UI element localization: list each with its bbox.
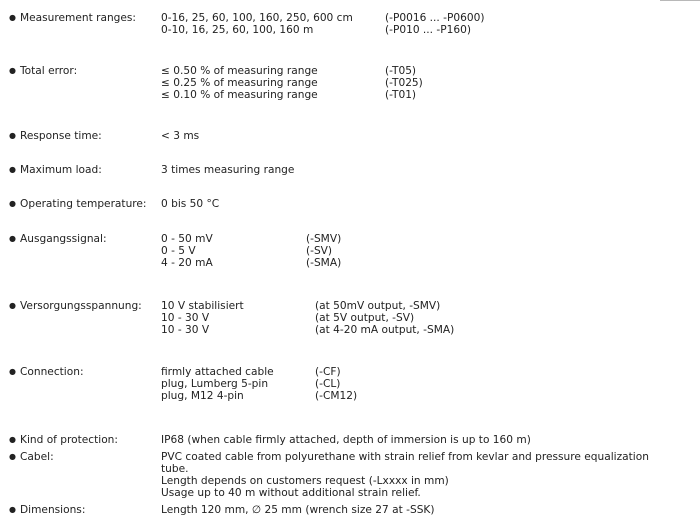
spec-label: Versorgungsspannung:	[20, 300, 142, 312]
spec-code: (-CF)	[315, 366, 341, 378]
spec-code: (-CL)	[315, 378, 341, 390]
spec-code: (-P0016 ... -P0600)	[385, 12, 485, 24]
spec-label: Response time:	[20, 130, 102, 142]
bullet-icon: ●	[9, 435, 16, 444]
bullet-icon: ●	[9, 66, 16, 75]
spec-value: PVC coated cable from polyurethane with strain relief from kevlar and pressure equalization	[161, 451, 649, 463]
bullet-icon: ●	[9, 452, 16, 461]
spec-value: 3 times measuring range	[161, 164, 295, 176]
spec-values	[161, 65, 423, 101]
spec-code: (-SMA)	[306, 257, 342, 269]
spec-value: ≤ 0.50 % of measuring range	[161, 65, 318, 77]
spec-label: Kind of protection:	[20, 434, 118, 446]
spec-label: Operating temperature:	[20, 198, 147, 210]
spec-value: 10 - 30 V	[161, 312, 210, 324]
spec-code: (at 5V output, -SV)	[315, 312, 415, 324]
bullet-icon: ●	[9, 367, 16, 376]
bullet-icon: ●	[9, 505, 16, 514]
bullet-icon: ●	[9, 165, 16, 174]
spec-label: Ausgangssignal:	[20, 233, 107, 245]
spec-value: plug, Lumberg 5-pin	[161, 378, 269, 390]
spec-value: firmly attached cable	[161, 366, 274, 378]
spec-value: Length 120 mm, ∅ 25 mm (wrench size 27 at -SSK)	[161, 504, 435, 516]
spec-label: Dimensions:	[20, 504, 86, 516]
spec-value: tube.	[161, 463, 189, 475]
spec-code: (-CM12)	[315, 390, 358, 402]
spec-value: plug, M12 4-pin	[161, 390, 244, 402]
spec-value: ≤ 0.25 % of measuring range	[161, 77, 318, 89]
spec-label: Cabel:	[20, 451, 54, 463]
spec-label: Measurement ranges:	[20, 12, 136, 24]
spec-code: (at 50mV output, -SMV)	[315, 300, 441, 312]
spec-code: (-T05)	[385, 65, 417, 77]
spec-value: 0 - 5 V	[161, 245, 196, 257]
spec-values	[161, 300, 455, 336]
spec-value: 0 bis 50 °C	[161, 198, 220, 210]
spec-code: (at 4-20 mA output, -SMA)	[315, 324, 455, 336]
spec-value: 10 - 30 V	[161, 324, 210, 336]
spec-value: Length depends on customers request (-Lxxxx in mm)	[161, 475, 449, 487]
spec-code: (-SV)	[306, 245, 333, 257]
spec-value: 0-16, 25, 60, 100, 160, 250, 600 cm	[161, 12, 353, 24]
bullet-icon: ●	[9, 13, 16, 22]
spec-values	[161, 366, 358, 402]
spec-value: 0 - 50 mV	[161, 233, 213, 245]
spec-value: IP68 (when cable firmly attached, depth of immersion is up to 160 m)	[161, 434, 531, 446]
spec-values	[161, 233, 342, 269]
spec-value: 4 - 20 mA	[161, 257, 213, 269]
bullet-icon: ●	[9, 234, 16, 243]
bullet-icon: ●	[9, 301, 16, 310]
spec-values	[161, 451, 649, 499]
bullet-icon: ●	[9, 131, 16, 140]
spec-code: (-T01)	[385, 89, 417, 101]
spec-value: Usage up to 40 m without additional strain relief.	[161, 487, 421, 499]
spec-value: 0-10, 16, 25, 60, 100, 160 m	[161, 24, 314, 36]
spec-code: (-T025)	[385, 77, 423, 89]
spec-value: < 3 ms	[161, 130, 200, 142]
spec-label: Total error:	[20, 65, 78, 77]
spec-label: Maximum load:	[20, 164, 102, 176]
top-edge-line	[660, 0, 700, 1]
spec-label: Connection:	[20, 366, 84, 378]
spec-code: (-P010 ... -P160)	[385, 24, 471, 36]
spec-value: 10 V stabilisiert	[161, 300, 244, 312]
spec-values	[161, 12, 485, 36]
spec-value: ≤ 0.10 % of measuring range	[161, 89, 318, 101]
spec-code: (-SMV)	[306, 233, 342, 245]
bullet-icon: ●	[9, 199, 16, 208]
